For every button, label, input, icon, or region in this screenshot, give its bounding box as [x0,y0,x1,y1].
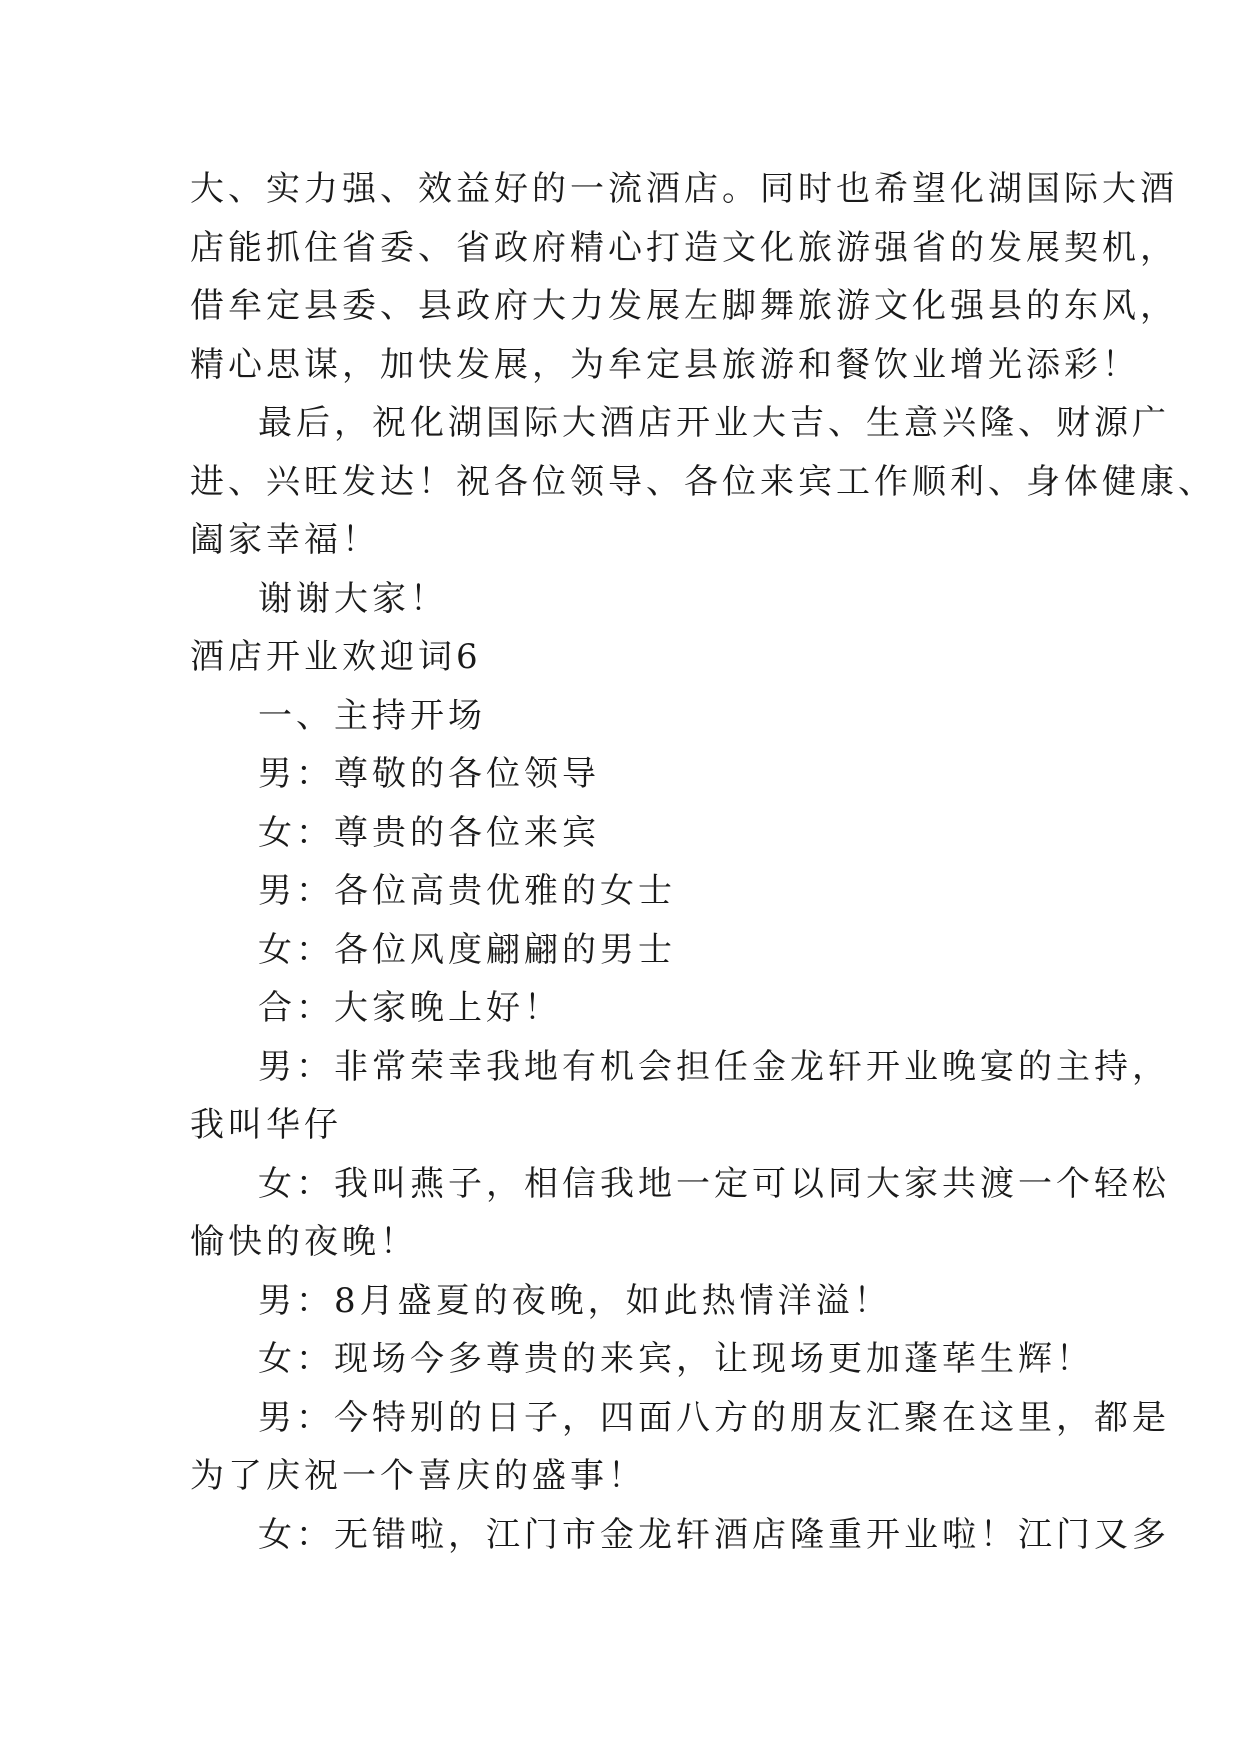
text-line: 阖家幸福！ [190,520,380,560]
subsection-heading: 一、主持开场 [258,695,486,736]
section-heading: 酒店开业欢迎词6 [190,637,482,677]
text-line: 大、实力强、效益好的一流酒店。同时也希望化湖国际大酒 [190,169,1178,209]
document-body [190,160,1216,1564]
dialogue-line: 男：尊敬的各位领导 [258,754,600,794]
dialogue-line: 男：各位高贵优雅的女士 [258,871,676,911]
text-line: 我叫华仔 [190,1105,342,1145]
dialogue-line: 女：尊贵的各位来宾 [258,812,600,853]
dialogue-line: 女：现场今多尊贵的来宾，让现场更加蓬荜生辉！ [258,1339,1094,1379]
dialogue-line: 男：今特别的日子，四面八方的朋友汇聚在这里，都是 [258,1397,1170,1438]
text-line: 为了庆祝一个喜庆的盛事！ [190,1456,646,1496]
text-line: 愉快的夜晚！ [190,1222,418,1262]
dialogue-line: 女：我叫燕子，相信我地一定可以同大家共渡一个轻松 [258,1163,1170,1204]
paragraph-start: 谢谢大家！ [258,578,448,619]
dialogue-line: 女：各位风度翩翩的男士 [258,929,676,970]
text-line: 借牟定县委、县政府大力发展左脚舞旅游文化强县的东风， [190,286,1178,326]
dialogue-line: 男：8月盛夏的夜晚，如此热情洋溢！ [258,1280,892,1321]
dialogue-line: 女：无错啦，江门市金龙轩酒店隆重开业啦！江门又多 [258,1514,1170,1555]
text-line: 进、兴旺发达！祝各位领导、各位来宾工作顺利、身体健康、 [190,461,1216,502]
paragraph-start: 最后，祝化湖国际大酒店开业大吉、生意兴隆、财源广 [258,403,1170,443]
dialogue-line: 合：大家晚上好！ [258,988,562,1028]
text-line: 精心思谋，加快发展，为牟定县旅游和餐饮业增光添彩！ [190,344,1140,385]
text-line: 店能抓住省委、省政府精心打造文化旅游强省的发展契机， [190,227,1178,268]
dialogue-line: 男：非常荣幸我地有机会担任金龙轩开业晚宴的主持， [258,1046,1170,1087]
